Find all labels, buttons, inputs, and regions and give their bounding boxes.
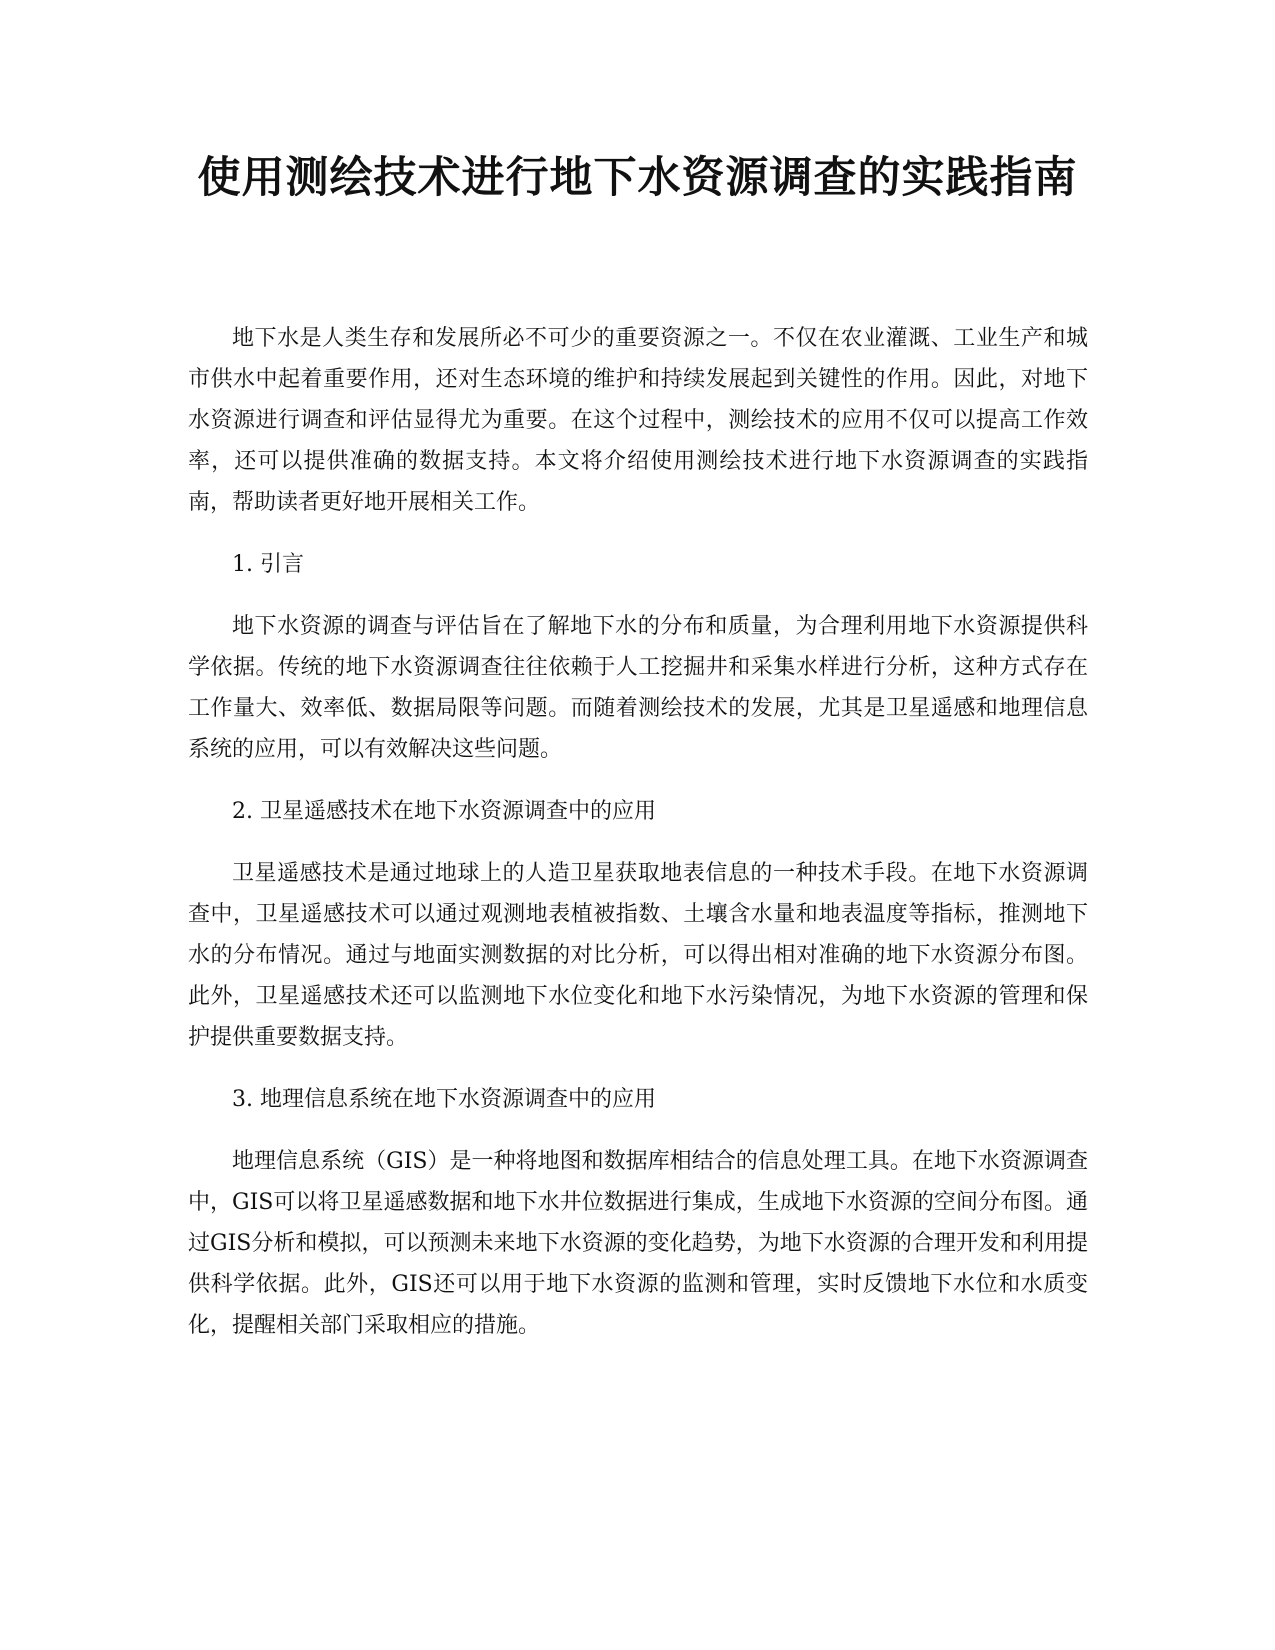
section-heading-2: 2. 卫星遥感技术在地下水资源调查中的应用: [232, 799, 656, 824]
section-heading-1: 1. 引言: [232, 552, 304, 577]
document-body: [188, 318, 1088, 1346]
section-paragraph-3: 地理信息系统（GIS）是一种将地图和数据库相结合的信息处理工具。在地下水资源调查中，GIS可以将卫星遥感数据和地下水井位数据进行集成，生成地下水资源的空间分布图。通过GIS分析和模拟，可以预测未来地下水资源的变化趋势，为地下水资源的合理开发和利用提供科学依据。此外，GIS还可以用于地下水资源的监测和管理，实时反馈地下水位和水质变化，提醒相关部门采取相应的措施。: [188, 1149, 1088, 1338]
intro-paragraph: 地下水是人类生存和发展所必不可少的重要资源之一。不仅在农业灌溉、工业生产和城市供水中起着重要作用，还对生态环境的维护和持续发展起到关键性的作用。因此，对地下水资源进行调查和评估显得尤为重要。在这个过程中，测绘技术的应用不仅可以提高工作效率，还可以提供准确的数据支持。本文将介绍使用测绘技术进行地下水资源调查的实践指南，帮助读者更好地开展相关工作。: [188, 326, 1088, 515]
section-paragraph-1: 地下水资源的调查与评估旨在了解地下水的分布和质量，为合理利用地下水资源提供科学依据。传统的地下水资源调查往往依赖于人工挖掘井和采集水样进行分析，这种方式存在工作量大、效率低、数据局限等问题。而随着测绘技术的发展，尤其是卫星遥感和地理信息系统的应用，可以有效解决这些问题。: [188, 614, 1088, 762]
section-paragraph-2: 卫星遥感技术是通过地球上的人造卫星获取地表信息的一种技术手段。在地下水资源调查中，卫星遥感技术可以通过观测地表植被指数、土壤含水量和地表温度等指标，推测地下水的分布情况。通过与地面实测数据的对比分析，可以得出相对准确的地下水资源分布图。此外，卫星遥感技术还可以监测地下水位变化和地下水污染情况，为地下水资源的管理和保护提供重要数据支持。: [188, 861, 1088, 1050]
section-heading-3: 3. 地理信息系统在地下水资源调查中的应用: [232, 1087, 656, 1112]
document-title: 使用测绘技术进行地下水资源调查的实践指南: [197, 153, 1078, 203]
